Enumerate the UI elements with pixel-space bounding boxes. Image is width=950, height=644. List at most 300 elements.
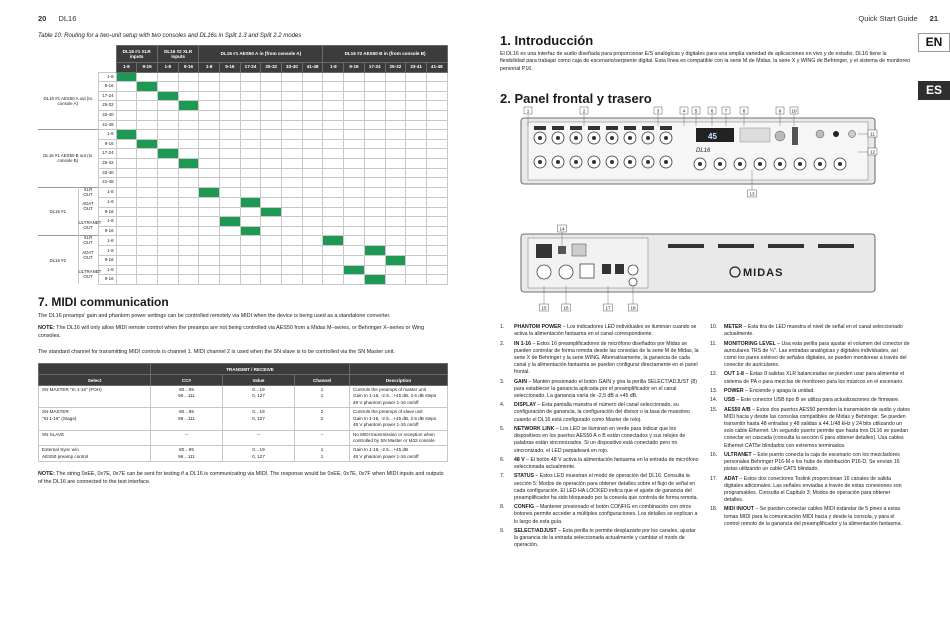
feature-list-item <box>500 402 700 424</box>
routing-cell <box>282 139 303 149</box>
midi-intro: The DL16 preamps' gain and phantom power settings can be controlled remotely via MIDI when the device is being used as a standalone converter. <box>38 313 391 319</box>
routing-cell <box>261 256 282 266</box>
xlr-pin <box>538 136 542 140</box>
routing-cell <box>426 120 447 130</box>
feature-text: – Mantener presionado el botón CONFIG en combinación con otros botones permite acceder a múltiples configuraciones. Los detalles se explican a lo largo de esta guía. <box>514 504 698 525</box>
feature-list-column-1 <box>500 324 700 552</box>
callout-number: 10 <box>791 108 797 114</box>
routing-cell <box>178 246 199 256</box>
channel-strip-top <box>588 126 600 130</box>
routing-cell <box>282 275 303 285</box>
routing-cell <box>426 110 447 120</box>
routing-header-range: 17-24 <box>240 63 261 73</box>
routing-cell <box>157 120 178 130</box>
routing-header-range: 33-41 <box>406 63 427 73</box>
routing-cell <box>426 246 447 256</box>
feature-number: 18. <box>710 506 718 513</box>
feature-title: SELECT/ADJUST <box>514 527 557 534</box>
routing-cell <box>302 149 323 159</box>
routing-cell <box>116 139 137 149</box>
feature-list-item <box>500 324 700 338</box>
routing-cell <box>261 158 282 168</box>
routing-cell <box>220 226 241 236</box>
callout-number: 16 <box>563 305 569 311</box>
routing-cell <box>406 246 427 256</box>
feature-title: 48 V <box>514 456 525 463</box>
routing-group-label: DL16 #1 <box>38 187 78 236</box>
routing-cell <box>137 226 158 236</box>
routing-cell <box>323 217 344 227</box>
routing-cell <box>385 91 406 101</box>
midi-cell-select: SN SLAVE <box>39 430 151 446</box>
routing-cell <box>261 91 282 101</box>
xlr-pin <box>698 162 702 166</box>
callout-number: 17 <box>605 305 611 311</box>
left-page-number: 20 <box>38 14 47 23</box>
routing-header-group: DL16 #2 AES50 B in (from console B) <box>323 46 447 63</box>
routing-cell <box>199 226 220 236</box>
feature-number: 14. <box>710 397 718 404</box>
routing-sub-label: ULTRANET OUT <box>78 217 98 236</box>
midi-cell-select: External Sync w/o AES50 preamp control <box>39 446 151 462</box>
xlr-pin <box>556 136 560 140</box>
routing-cell <box>302 275 323 285</box>
routing-cell <box>282 168 303 178</box>
xlr-pin <box>610 160 614 164</box>
routing-cell <box>220 82 241 92</box>
routing-cell <box>323 101 344 111</box>
routing-cell <box>344 246 365 256</box>
routing-cell <box>137 187 158 197</box>
routing-row <box>38 139 447 149</box>
feature-text: – Estos LED muestran el modo de operación del DL16. Consulta la sección 5: Modos de operación para obtener detalles sobre el flujo de señal en cada configuración. El LED HA LOCKED indica que el ajuste de ganancia del preamplificador ha sido bloqueado por la consola que controla de forma remota. <box>514 473 698 501</box>
routing-cell <box>261 82 282 92</box>
routing-cell <box>385 130 406 140</box>
callout-number: 14 <box>559 226 565 232</box>
midi-column-header: Select <box>39 375 151 386</box>
routing-cell <box>116 158 137 168</box>
routing-cell <box>323 197 344 207</box>
feature-number: 16. <box>710 451 718 458</box>
routing-row-range: 1-8 <box>98 187 116 197</box>
routing-row <box>38 82 447 92</box>
feature-text: – Mantén presionado el botón GAIN y gira la perilla SELECT/ADJUST (8) para establecer la ganancia aplicada por el preamplificador en el canal seleccionado. La ganancia varía de -2,5 dB a +45 dB. <box>514 378 697 399</box>
routing-cell <box>323 110 344 120</box>
feature-list-item <box>500 528 700 550</box>
midi-super-header: TRANSMIT / RECEIVE <box>151 364 350 375</box>
routing-cell <box>261 120 282 130</box>
routing-row-range: 1-8 <box>98 197 116 207</box>
xlr-pin <box>778 162 782 166</box>
routing-cell <box>137 91 158 101</box>
routing-cell <box>426 187 447 197</box>
routing-cell <box>261 168 282 178</box>
routing-cell <box>385 217 406 227</box>
xlr-pin <box>646 136 650 140</box>
xlr-pin <box>646 160 650 164</box>
language-tab-en[interactable]: EN <box>918 33 950 52</box>
routing-cell <box>178 139 199 149</box>
feature-list-item <box>710 324 910 338</box>
routing-cell <box>344 168 365 178</box>
routing-cell <box>116 168 137 178</box>
routing-cell <box>116 275 137 285</box>
routing-header-range: 17-24 <box>364 63 385 73</box>
routing-cell <box>261 217 282 227</box>
routing-cell <box>137 246 158 256</box>
xlr-pin <box>574 136 578 140</box>
routing-group-label: DL16 #1 AES50 A out (to console A) <box>38 72 98 130</box>
routing-cell <box>302 226 323 236</box>
right-page-number: 21 <box>929 14 938 23</box>
routing-cell <box>157 265 178 275</box>
routing-cell <box>116 82 137 92</box>
callout-number: 15 <box>541 305 547 311</box>
feature-text: – Esta pantalla muestra el número del canal seleccionado, su configuración de ganancia, la configuración del divisor o la tasa de muestreo cuando el DL16 está configurado como Master de reloj. <box>514 402 690 423</box>
routing-cell <box>385 72 406 82</box>
routing-cell <box>364 110 385 120</box>
routing-cell <box>302 168 323 178</box>
routing-cell <box>116 110 137 120</box>
routing-header-range: 9-16 <box>178 63 199 73</box>
routing-cell <box>406 187 427 197</box>
routing-cell <box>426 168 447 178</box>
routing-cell <box>302 256 323 266</box>
routing-cell-active <box>178 101 199 111</box>
routing-header-range: 25-32 <box>261 63 282 73</box>
routing-cell <box>261 236 282 246</box>
routing-row <box>38 130 447 140</box>
xlr-pin <box>628 160 632 164</box>
midi-cell-channel: – <box>295 430 350 446</box>
routing-cell <box>240 158 261 168</box>
routing-header-range: 1-8 <box>157 63 178 73</box>
routing-cell <box>116 265 137 275</box>
feature-title: DISPLAY <box>514 402 537 409</box>
feature-title: ADAT <box>724 475 739 482</box>
feature-number: 10. <box>710 324 718 330</box>
routing-cell-active <box>364 275 385 285</box>
routing-cell <box>157 130 178 140</box>
routing-cell-active <box>157 149 178 159</box>
routing-cell <box>302 130 323 140</box>
feature-list-item <box>710 388 910 395</box>
routing-cell <box>406 226 427 236</box>
routing-cell <box>116 120 137 130</box>
routing-row <box>38 197 447 207</box>
routing-sub-label: ADAT OUT <box>78 197 98 216</box>
vent-slot <box>818 244 854 248</box>
routing-group-label: DL16 #2 <box>38 236 78 285</box>
routing-cell <box>178 265 199 275</box>
routing-cell <box>220 168 241 178</box>
callout-number: 18 <box>630 305 636 311</box>
routing-cell <box>178 110 199 120</box>
routing-cell <box>364 158 385 168</box>
feature-number: 2. <box>500 340 505 347</box>
routing-header-range: 9-16 <box>220 63 241 73</box>
routing-cell <box>282 197 303 207</box>
feature-list-item <box>710 341 910 370</box>
routing-cell <box>157 139 178 149</box>
right-page <box>478 0 950 644</box>
routing-cell <box>385 120 406 130</box>
feature-list-item <box>500 341 700 377</box>
right-running-title: Quick Start Guide <box>858 14 918 23</box>
routing-row-range: 17-24 <box>98 91 116 101</box>
routing-cell <box>302 246 323 256</box>
routing-cell <box>323 187 344 197</box>
midi-cell-select: SN MASTER "In 1-16" (FOH) <box>39 386 151 408</box>
routing-cell <box>178 217 199 227</box>
routing-cell <box>364 91 385 101</box>
feature-text: – Se pueden conectar cables MIDI estándar de 5 pines a estas tomas MIDI para la comunicación MIDI hacia y desde la consola, y para el control remoto de la ganancia del preamplificador y la alimentación fantasma. <box>724 506 902 527</box>
midi-standard-channel: The standard channel for transmitting MIDI controls is channel 1. MIDI channel 2 is used when the SN slave is to be controlled via the SN Master unit. <box>38 349 395 355</box>
routing-cell <box>157 275 178 285</box>
routing-cell <box>406 217 427 227</box>
routing-cell-active <box>364 246 385 256</box>
routing-cell <box>116 91 137 101</box>
feature-list-item <box>710 371 910 385</box>
routing-cell <box>385 168 406 178</box>
midi-cell-channel: 2 2 <box>295 408 350 430</box>
midi-note-label: NOTE: <box>38 325 55 331</box>
routing-sub-label: XLR OUT <box>78 187 98 197</box>
routing-cell <box>364 226 385 236</box>
midi-table-row <box>39 386 448 408</box>
routing-header-group: DL16 #1 XLR inputs <box>116 46 157 63</box>
routing-cell <box>116 101 137 111</box>
routing-cell-active <box>240 226 261 236</box>
routing-cell <box>199 168 220 178</box>
routing-cell <box>261 101 282 111</box>
front-display-digits: 45 <box>708 132 717 141</box>
routing-cell <box>199 72 220 82</box>
feature-number: 11. <box>710 340 717 347</box>
routing-cell <box>323 130 344 140</box>
routing-sub-label: ULTRANET OUT <box>78 265 98 284</box>
feature-text: – Estos dos conectores Toslink proporcionan 16 canales de salida digitales adicionales. Las señales enviadas a través de estas conexiones son programables. Consulta el Capítulo 3: Modos de operación para obtener detalles. <box>724 475 902 504</box>
routing-row <box>38 178 447 188</box>
routing-cell <box>137 217 158 227</box>
channel-strip-top <box>552 126 564 130</box>
routing-cell-active <box>157 91 178 101</box>
feature-title: USB <box>724 397 735 404</box>
routing-cell <box>344 130 365 140</box>
routing-cell <box>282 256 303 266</box>
left-running-header <box>38 14 76 23</box>
routing-cell <box>157 226 178 236</box>
callout-number: 4 <box>682 108 686 114</box>
routing-cell <box>157 168 178 178</box>
routing-cell <box>364 82 385 92</box>
feature-list-item <box>710 476 910 505</box>
routing-cell <box>240 265 261 275</box>
routing-row-range: 1-8 <box>98 265 116 275</box>
routing-cell <box>385 207 406 217</box>
routing-cell <box>344 91 365 101</box>
routing-cell <box>178 120 199 130</box>
routing-cell <box>426 149 447 159</box>
routing-cell <box>220 110 241 120</box>
callout-number: 5 <box>694 108 698 114</box>
midi-note-2-text: The string 0xEE, 0x7E, 0x7E can be sent for testing if a DL16 is communicating via MIDI. The response would be 0xEE, 0x7E, 0x7F when MIDI inputs and outputs of the DL16 are connected to the test interface. <box>38 471 444 485</box>
routing-cell <box>220 101 241 111</box>
routing-cell <box>426 158 447 168</box>
routing-cell <box>302 236 323 246</box>
routing-cell <box>116 256 137 266</box>
routing-cell <box>302 82 323 92</box>
midi-column-header: Description <box>350 375 448 386</box>
routing-cell <box>240 168 261 178</box>
routing-cell <box>137 158 158 168</box>
routing-cell <box>323 158 344 168</box>
routing-cell <box>240 149 261 159</box>
routing-cell <box>323 178 344 188</box>
routing-cell <box>385 139 406 149</box>
routing-cell <box>282 207 303 217</box>
callout-number: 3 <box>656 108 660 114</box>
callout-number: 9 <box>778 108 782 114</box>
routing-cell <box>344 275 365 285</box>
midi-cell-cc: 80…95 96…111 <box>151 446 223 462</box>
routing-cell <box>344 149 365 159</box>
routing-cell <box>240 91 261 101</box>
routing-cell <box>302 101 323 111</box>
routing-cell <box>406 82 427 92</box>
routing-cell <box>199 130 220 140</box>
routing-cell <box>199 207 220 217</box>
routing-cell <box>344 256 365 266</box>
routing-row-range: 9-16 <box>98 82 116 92</box>
routing-cell <box>220 275 241 285</box>
midi-table-row <box>39 408 448 430</box>
routing-cell <box>137 149 158 159</box>
routing-row-range: 1-8 <box>98 246 116 256</box>
routing-cell <box>344 120 365 130</box>
routing-cell <box>302 217 323 227</box>
xlr-pin <box>556 160 560 164</box>
routing-row <box>38 110 447 120</box>
feature-text: – Este conector USB tipo B se utiliza para actualizaciones de firmware. <box>734 397 900 404</box>
xlr-pin <box>838 162 842 166</box>
routing-cell <box>364 187 385 197</box>
routing-table-caption: Table 10: Routing for a two-unit setup with two consoles and DL16s in Split 1.3 and Split 2.2 modes <box>38 33 302 39</box>
xlr-pin <box>718 162 722 166</box>
routing-row <box>38 217 447 227</box>
feature-text: – El botón 48 V activa la alimentación fantasma en la entrada de micrófono seleccionada actualmente. <box>514 456 699 471</box>
routing-row <box>38 236 447 246</box>
routing-header-group: DL16 #2 XLR inputs <box>157 46 198 63</box>
xlr-pin <box>818 162 822 166</box>
routing-cell <box>323 120 344 130</box>
routing-cell <box>220 72 241 82</box>
routing-cell <box>220 256 241 266</box>
left-product-name: DL16 <box>58 14 77 23</box>
midi-cell-cc: 80…95 96…111 <box>151 408 223 430</box>
routing-cell <box>137 197 158 207</box>
feature-list-column-2 <box>710 324 910 530</box>
routing-cell <box>199 158 220 168</box>
routing-cell <box>178 207 199 217</box>
midi-cell-cc: 80…95 96…111 <box>151 386 223 408</box>
routing-cell <box>282 110 303 120</box>
routing-cell <box>406 178 427 188</box>
routing-cell <box>426 217 447 227</box>
routing-cell <box>282 91 303 101</box>
routing-cell <box>344 158 365 168</box>
routing-cell <box>364 217 385 227</box>
feature-number: 15. <box>710 406 718 413</box>
routing-cell <box>220 149 241 159</box>
routing-cell <box>178 275 199 285</box>
routing-matrix-table <box>38 45 448 285</box>
feature-list-item <box>500 473 700 502</box>
routing-cell <box>406 256 427 266</box>
routing-header-range: 1-8 <box>323 63 344 73</box>
aes50-a-port <box>537 265 551 279</box>
routing-cell-active <box>240 197 261 207</box>
midi-column-header: Channel <box>295 375 350 386</box>
callout-number: 2 <box>582 108 586 114</box>
channel-strip-top <box>624 126 636 130</box>
routing-cell <box>406 158 427 168</box>
routing-cell <box>426 256 447 266</box>
routing-cell <box>137 236 158 246</box>
midi-column-header: Value <box>223 375 295 386</box>
routing-cell <box>137 110 158 120</box>
routing-cell <box>178 256 199 266</box>
routing-cell <box>199 82 220 92</box>
routing-cell <box>323 246 344 256</box>
midi-heading: 7. MIDI communication <box>38 295 169 309</box>
language-tab-es[interactable]: ES <box>918 81 950 100</box>
routing-cell <box>282 226 303 236</box>
feature-number: 17. <box>710 475 718 482</box>
vent-slot <box>718 244 754 248</box>
routing-row <box>38 72 447 82</box>
routing-cell <box>323 139 344 149</box>
routing-row <box>38 120 447 130</box>
midi-table-row <box>39 430 448 446</box>
ultranet-port <box>580 264 594 278</box>
routing-cell <box>220 187 241 197</box>
routing-cell <box>344 178 365 188</box>
routing-cell <box>240 246 261 256</box>
routing-cell <box>385 82 406 92</box>
routing-cell <box>116 207 137 217</box>
routing-cell <box>282 246 303 256</box>
xlr-pin <box>758 162 762 166</box>
routing-cell-active <box>261 207 282 217</box>
routing-cell <box>157 101 178 111</box>
routing-row <box>38 265 447 275</box>
xlr-pin <box>592 136 596 140</box>
routing-cell <box>157 197 178 207</box>
routing-cell <box>157 110 178 120</box>
monitoring-level-knob <box>816 130 824 138</box>
callout-number: 8 <box>742 108 746 114</box>
routing-cell <box>406 101 427 111</box>
routing-cell <box>302 110 323 120</box>
routing-row-range: 1-8 <box>98 72 116 82</box>
midi-column-header: CC# <box>151 375 223 386</box>
feature-list-item <box>500 379 700 401</box>
midi-cell-select: SN MASTER "St 1-16" (Stage) <box>39 408 151 430</box>
routing-cell <box>406 236 427 246</box>
routing-cell <box>426 265 447 275</box>
routing-cell <box>406 91 427 101</box>
